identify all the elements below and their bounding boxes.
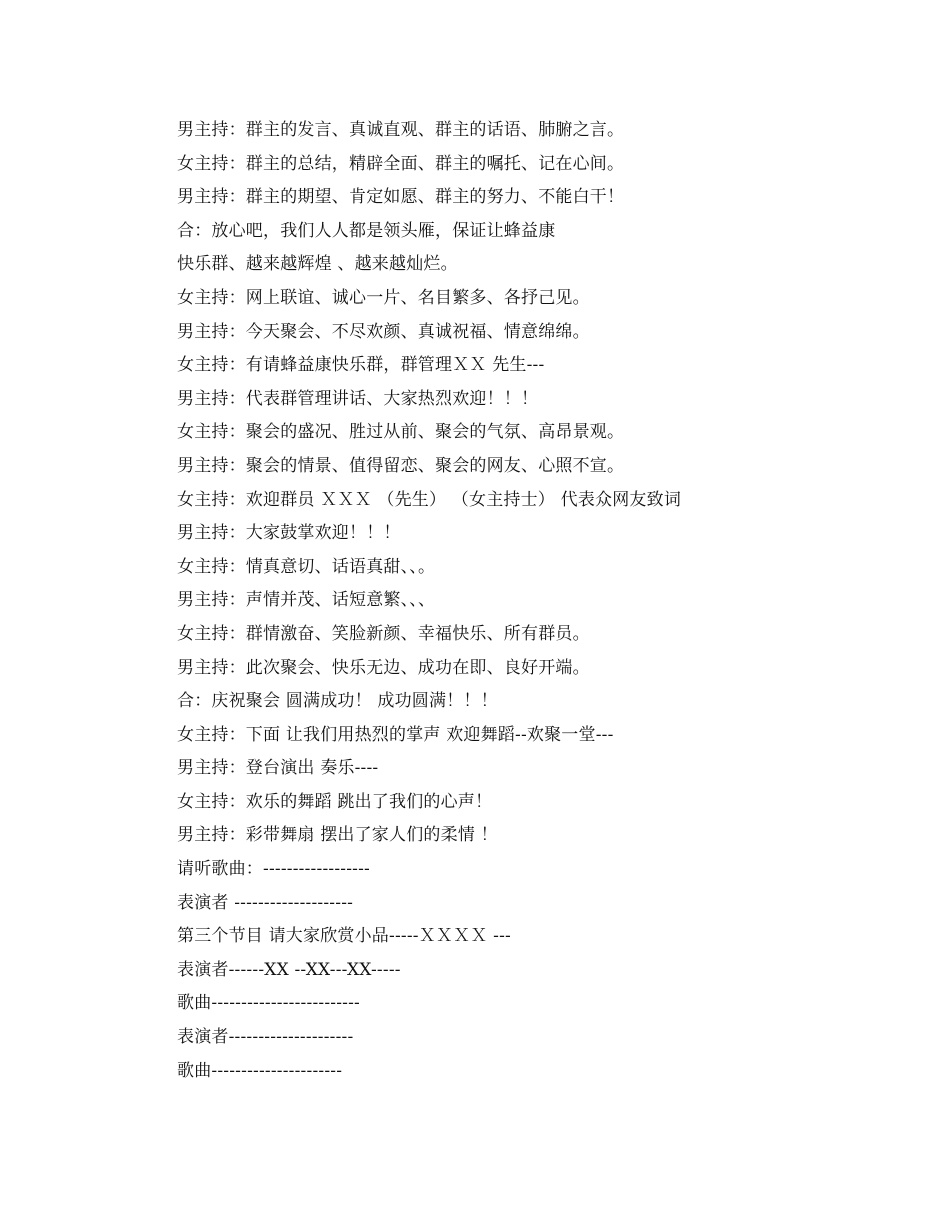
- text-line: 歌曲----------------------: [177, 1060, 343, 1081]
- text-line: 男主持：群主的发言、真诚直观、群主的话语、肺腑之言。: [177, 120, 625, 140]
- text-line: 请听歌曲：------------------: [177, 859, 370, 880]
- text-line: 合：庆祝聚会 圆满成功！ 成功圆满！！！: [177, 691, 498, 712]
- text-line: 歌曲-------------------------: [177, 993, 361, 1014]
- text-line: 男主持：今天聚会、不尽欢颜、真诚祝福、情意绵绵。: [177, 321, 590, 342]
- text-line: 男主持：此次聚会、快乐无边、成功在即、良好开端。: [177, 657, 590, 678]
- text-line: 男主持：声情并茂、话短意繁、、、: [177, 590, 436, 611]
- text-line: 男主持：登台演出 奏乐----: [177, 758, 379, 779]
- text-line: 男主持：群主的期望、肯定如愿、群主的努力、不能白干！: [177, 187, 625, 208]
- text-line: 第三个节目 请大家欣赏小品-----ＸＸＸＸ ---: [177, 926, 511, 947]
- text-line: 女主持：聚会的盛况、胜过从前、聚会的气氛、高昂景观。: [177, 422, 625, 443]
- text-line: 男主持：聚会的情景、值得留恋、聚会的网友、心照不宣。: [177, 455, 625, 476]
- document-body: [177, 114, 877, 1088]
- text-line: 男主持：彩带舞扇 摆出了家人们的柔情 ！: [177, 825, 498, 846]
- text-line: 男主持：大家鼓掌欢迎！！！: [177, 523, 401, 544]
- text-line: 女主持：情真意切、话语真甜、、。: [177, 556, 436, 577]
- text-line: 女主持：群主的总结，精辟全面、群主的嘱托、记在心间。: [177, 153, 625, 174]
- text-line: 女主持：网上联谊、诚心一片、名目繁多、各抒己见。: [177, 287, 590, 308]
- text-line: 表演者---------------------: [177, 1027, 354, 1048]
- text-line: 女主持：下面 让我们用热烈的掌声 欢迎舞蹈--欢聚一堂---: [177, 724, 614, 745]
- text-line: 女主持：欢乐的舞蹈 跳出了我们的心声！: [177, 791, 493, 812]
- text-line: 女主持：欢迎群员 ＸＸＸ （先生） （女主持士） 代表众网友致词: [177, 489, 682, 510]
- text-line: 女主持：群情激奋、笑脸新颜、幸福快乐、所有群员。: [177, 623, 590, 644]
- text-line: 表演者 --------------------: [177, 892, 354, 913]
- text-line: 表演者------XX --XX---XX-----: [177, 959, 401, 980]
- text-line: 女主持：有请蜂益康快乐群，群管理ＸＸ 先生---: [177, 355, 545, 376]
- text-line: 快乐群、越来越辉煌 、越来越灿烂。: [177, 254, 458, 275]
- text-line: 男主持：代表群管理讲话、大家热烈欢迎！！！: [177, 388, 539, 409]
- text-line: 合：放心吧，我们人人都是领头雁，保证让蜂益康: [177, 220, 556, 241]
